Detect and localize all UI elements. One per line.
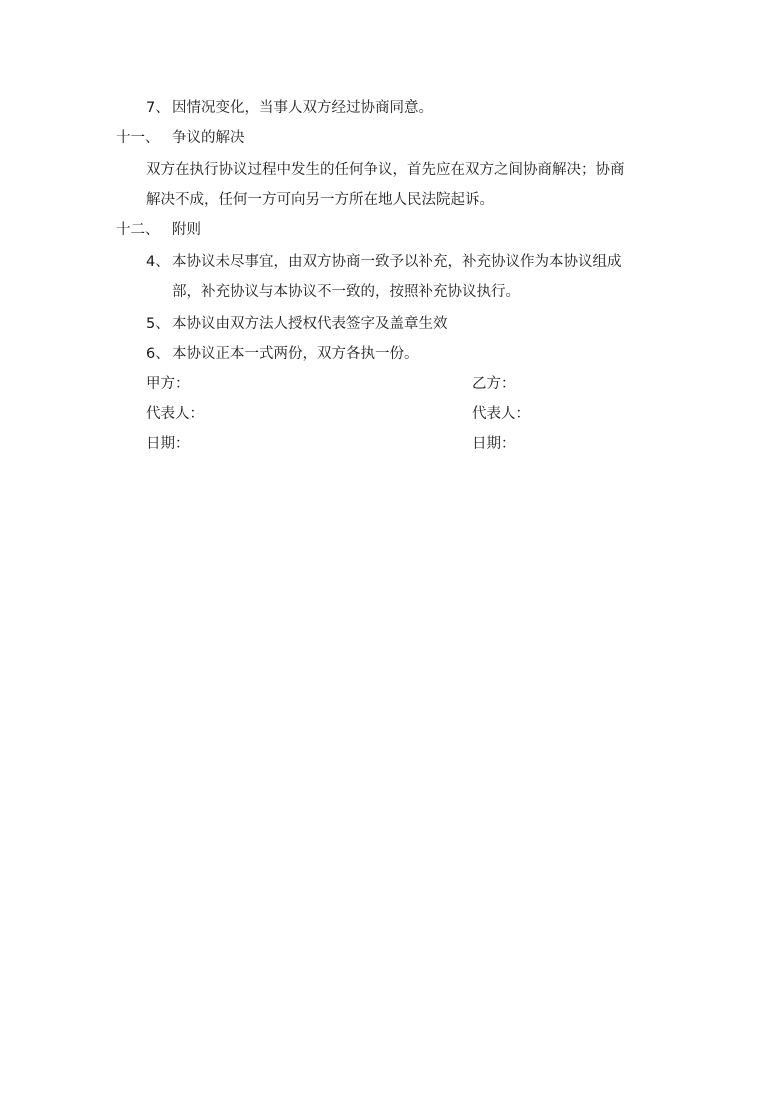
section-heading-12 [116,220,201,240]
list-item-4 [146,252,622,272]
party-a-date-label: 日期： [146,436,190,452]
list-item-number: 5、 [146,316,170,332]
section-title: 附则 [172,222,201,238]
party-a-representative-label: 代表人： [146,406,204,422]
party-b-representative-label: 代表人： [472,406,530,422]
list-item-text: 因情况变化，当事人双方经过协商同意。 [172,100,433,116]
section-11-paragraph-line-2: 解决不成，任何一方可向另一方所在地人民法院起诉。 [146,192,494,208]
section-heading-11 [116,128,245,148]
section-number: 十一、 [116,130,160,146]
list-item-4-continuation: 部，补充协议与本协议不一致的，按照补充协议执行。 [172,284,520,300]
party-b-label: 乙方： [472,376,516,392]
section-number: 十二、 [116,222,160,238]
list-item-text: 本协议未尽事宜，由双方协商一致予以补充，补充协议作为本协议组成 [172,254,622,270]
party-b-date-label: 日期： [472,436,516,452]
section-11-paragraph-line-1: 双方在执行协议过程中发生的任何争议，首先应在双方之间协商解决；协商 [146,162,625,178]
list-item-number: 7、 [146,100,170,116]
section-title: 争议的解决 [172,130,245,146]
list-item-number: 4、 [146,254,170,270]
list-item-5 [146,314,448,334]
party-a-label: 甲方： [146,376,190,392]
list-item-text: 本协议由双方法人授权代表签字及盖章生效 [172,316,448,332]
list-item-number: 6、 [146,346,170,362]
list-item-7 [146,98,433,118]
list-item-6 [146,344,419,364]
list-item-text: 本协议正本一式两份，双方各执一份。 [172,346,419,362]
